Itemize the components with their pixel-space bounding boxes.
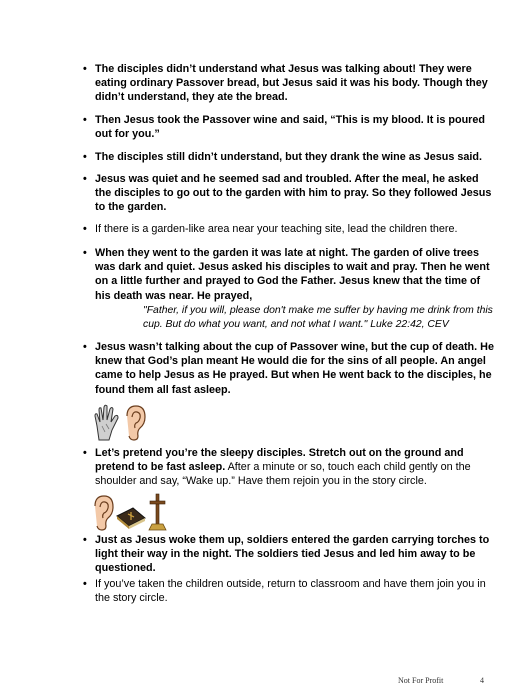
bullet-text-normal: If there is a garden-like area near your teaching site, lead the children there.: [95, 223, 458, 235]
bullet-marker: •: [83, 578, 87, 590]
bullet-marker: •: [83, 534, 87, 546]
bullet-text-bold: Just as Jesus woke them up, soldiers entered the garden carrying torches to light their way in the night. The soldiers tied Jesus and led him away to be questioned.: [95, 534, 490, 575]
bullet-marker: •: [83, 173, 87, 185]
footer-text: Not For Profit: [398, 676, 444, 685]
bullet-item-4: [83, 172, 495, 215]
activity-icons-row-2: [93, 492, 173, 537]
cross-icon: [149, 494, 166, 530]
bullet-item-1: [83, 62, 495, 105]
bullet-text-bold: The disciples didn’t understand what Jesus was talking about! They were eating ordinary Passover bread, but Jesus said it was his body. Though they didn’t understand, they ate the bread.: [95, 63, 488, 104]
bible-icon: [117, 508, 145, 529]
bullet-text-bold: Let’s pretend you’re the sleepy disciples. Stretch out on the ground and pretend to be fast asleep.: [95, 447, 464, 474]
bullet-text-bold: Then Jesus took the Passover wine and said, “This is my blood. It is poured out for you.”: [95, 114, 485, 141]
bullet-text-bold: The disciples still didn’t understand, but they drank the wine as Jesus said.: [95, 151, 482, 163]
bullet-marker: •: [83, 223, 87, 235]
ear-icon: [95, 496, 113, 530]
bullet-marker: •: [83, 114, 87, 126]
bullet-item-9: [83, 533, 495, 576]
bullet-marker: •: [83, 341, 87, 353]
bullet-item-10: [83, 577, 495, 605]
bullet-item-8: [83, 446, 495, 489]
bullet-marker: •: [83, 247, 87, 259]
bullet-text-bold: When they went to the garden it was late at night. The garden of olive trees was dark and quiet. Jesus asked his disciples to wait and pray. Then he went on a little further and prayed to God the Father. Jesus knew that the time of his death was near. He prayed,: [95, 247, 490, 302]
bullet-item-2: [83, 113, 495, 141]
bullet-marker: •: [83, 151, 87, 163]
bullet-item-3: [83, 150, 495, 164]
activity-icons-row-1: [93, 404, 153, 447]
bullet-item-5: [83, 222, 495, 236]
hand-icon: [95, 405, 118, 440]
bullet-text-bold: Jesus was quiet and he seemed sad and troubled. After the meal, he asked the disciples to go out to the garden with him to pray. So they followed Jesus to the garden.: [95, 173, 492, 214]
bullet-marker: •: [83, 63, 87, 75]
bullet-text-normal: If you’ve taken the children outside, return to classroom and have them join you in the story circle.: [95, 578, 486, 605]
page-number: 4: [480, 676, 484, 685]
bullet-marker: •: [83, 447, 87, 459]
ear-icon: [127, 406, 145, 440]
bullet-text-normal: After a minute or so, touch each child gently on the shoulder and say, “Wake up.” Have them rejoin you in the story circle.: [95, 461, 471, 488]
bullet-item-6: [83, 246, 495, 303]
bullet-text-bold: Jesus wasn’t talking about the cup of Passover wine, but the cup of death. He knew that God’s plan meant He would die for the sins of all people. An angel came to help Jesus as He prayed. But when He went back to the disciples, he found them all fast asleep.: [95, 341, 494, 396]
bullet-item-7: [83, 340, 495, 397]
scripture-quote: "Father, if you will, please don't make me suffer by having me drink from this cup. But do what you want, and not what I want." Luke 22:42, CEV: [143, 305, 493, 331]
